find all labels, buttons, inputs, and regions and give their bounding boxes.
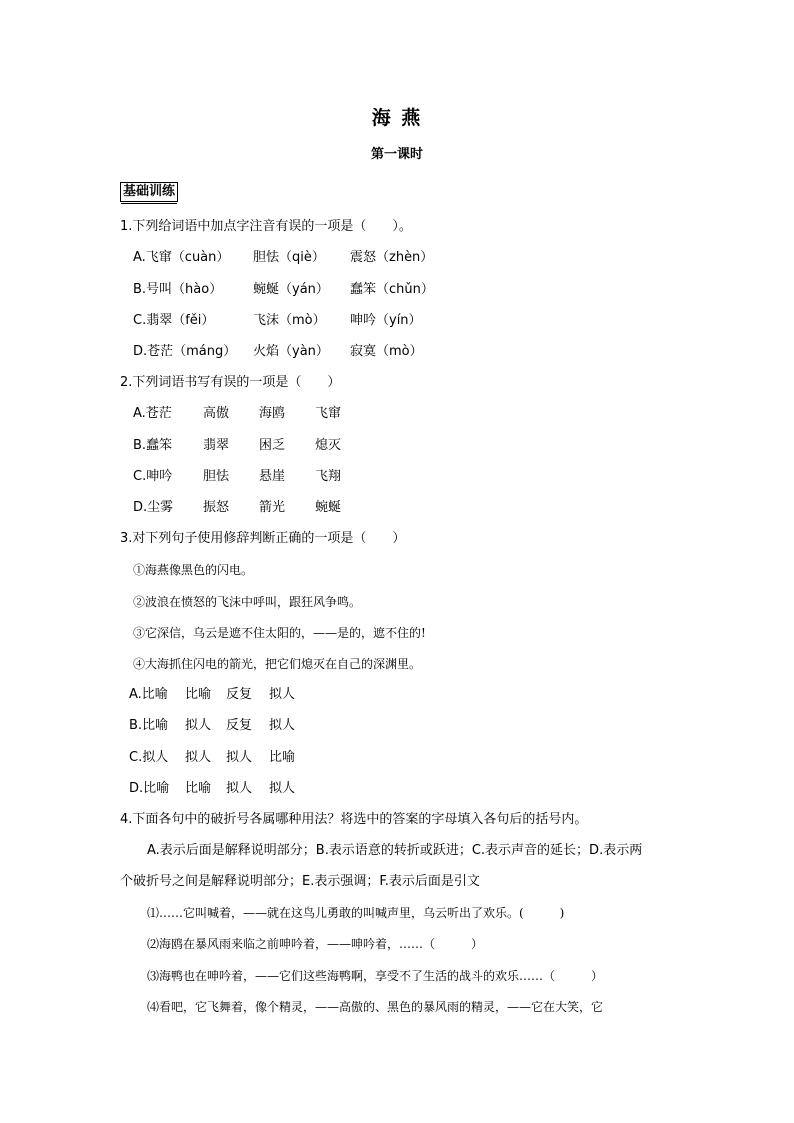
option-text: 蜿蜒（yán） [253, 282, 329, 297]
option-text: 寂寞（mò） [350, 344, 423, 359]
option-text: 火焰（yàn） [253, 344, 329, 359]
option-text: B.号叫（hào） [133, 282, 223, 297]
page-subtitle: 第一课时 [370, 147, 423, 162]
option-text: 高傲 [203, 406, 230, 421]
question-3-stem: 3.对下列句子使用修辞判断正确的一项是（ ） [120, 531, 406, 546]
option-text: 震怒（zhèn） [350, 250, 434, 265]
option-text: 悬崖 [259, 469, 286, 484]
question-4-item: ⑷看吧，它飞舞着，像个精灵，——高傲的、黑色的暴风雨的精灵，——它在大笑，它 [147, 1000, 604, 1014]
option-text: 比喻 [185, 687, 212, 702]
option-text: 熄灭 [315, 438, 342, 453]
option-text: 蠢笨（chǔn） [350, 282, 434, 297]
option-text: 飞沫（mò） [253, 313, 326, 328]
option-text: 比喻 [185, 781, 212, 796]
option-text: 反复 [226, 687, 253, 702]
option-text: 拟人 [269, 781, 296, 796]
option-text: 胆怯（qiè） [253, 250, 325, 265]
option-text: 胆怯 [203, 469, 230, 484]
option-text: 飞翔 [315, 469, 342, 484]
option-text: 箭光 [259, 500, 286, 515]
option-text: 拟人 [226, 750, 253, 765]
question-4-item: ⑴……它叫喊着，——就在这鸟儿勇敢的叫喊声里，乌云听出了欢乐。( ) [147, 906, 565, 920]
option-text: 困乏 [259, 438, 286, 453]
option-text: 拟人 [269, 718, 296, 733]
option-text: 拟人 [226, 781, 253, 796]
option-text: A.苍茫 [133, 406, 172, 421]
option-text: 拟人 [185, 718, 212, 733]
section-label: 基础训练 [120, 182, 178, 202]
option-text: 海鸥 [259, 406, 286, 421]
option-text: D.苍茫（máng） [133, 344, 237, 359]
question-4-stem: 4.下面各句中的破折号各属哪种用法？将选中的答案的字母填入各句后的括号内。 [120, 812, 588, 827]
page-title: 海 燕 [371, 107, 423, 129]
option-text: B.蠢笨 [133, 438, 173, 453]
option-text: D.尘雾 [133, 500, 174, 515]
option-text: A.比喻 [129, 687, 168, 702]
option-text: B.比喻 [129, 718, 169, 733]
option-text: 呻吟（yín） [350, 313, 422, 328]
question-2-stem: 2.下列词语书写有误的一项是（ ） [120, 375, 341, 390]
option-text: 拟人 [185, 750, 212, 765]
option-text: 飞窜 [315, 406, 342, 421]
question-1-stem: 1.下列给词语中加点字注音有误的一项是（ ）。 [120, 219, 412, 234]
question-4-item: ⑵海鸥在暴风雨来临之前呻吟着，——呻吟着，……（ ） [147, 937, 484, 951]
question-3-sentence: ③它深信，乌云是遮不住太阳的，——是的，遮不住的! [133, 626, 426, 640]
option-text: 拟人 [269, 687, 296, 702]
question-4-instructions: 个破折号之间是解释说明部分；E.表示强调；F.表示后面是引文 [120, 874, 480, 889]
question-3-sentence: ④大海抓住闪电的箭光，把它们熄灭在自己的深渊里。 [133, 657, 422, 671]
option-text: 翡翠 [203, 438, 230, 453]
option-text: 反复 [226, 718, 253, 733]
question-3-sentence: ②波浪在愤怒的飞沫中呼叫，跟狂风争鸣。 [133, 595, 362, 609]
question-3-sentence: ①海燕像黑色的闪电。 [133, 563, 254, 577]
option-text: C.翡翠（fěi） [133, 313, 215, 328]
option-text: C.呻吟 [133, 469, 173, 484]
question-4-instructions: A.表示后面是解释说明部分；B.表示语意的转折或跃进；C.表示声音的延长；D.表示两 [147, 843, 643, 858]
option-text: 蜿蜒 [315, 500, 342, 515]
question-4-item: ⑶海鸭也在呻吟着，——它们这些海鸭啊，享受不了生活的战斗的欢乐……（ ） [147, 969, 604, 983]
option-text: D.比喻 [129, 781, 170, 796]
option-text: C.拟人 [129, 750, 169, 765]
option-text: 比喻 [269, 750, 296, 765]
option-text: 振怒 [203, 500, 230, 515]
option-text: A.飞窜（cuàn） [133, 250, 230, 265]
